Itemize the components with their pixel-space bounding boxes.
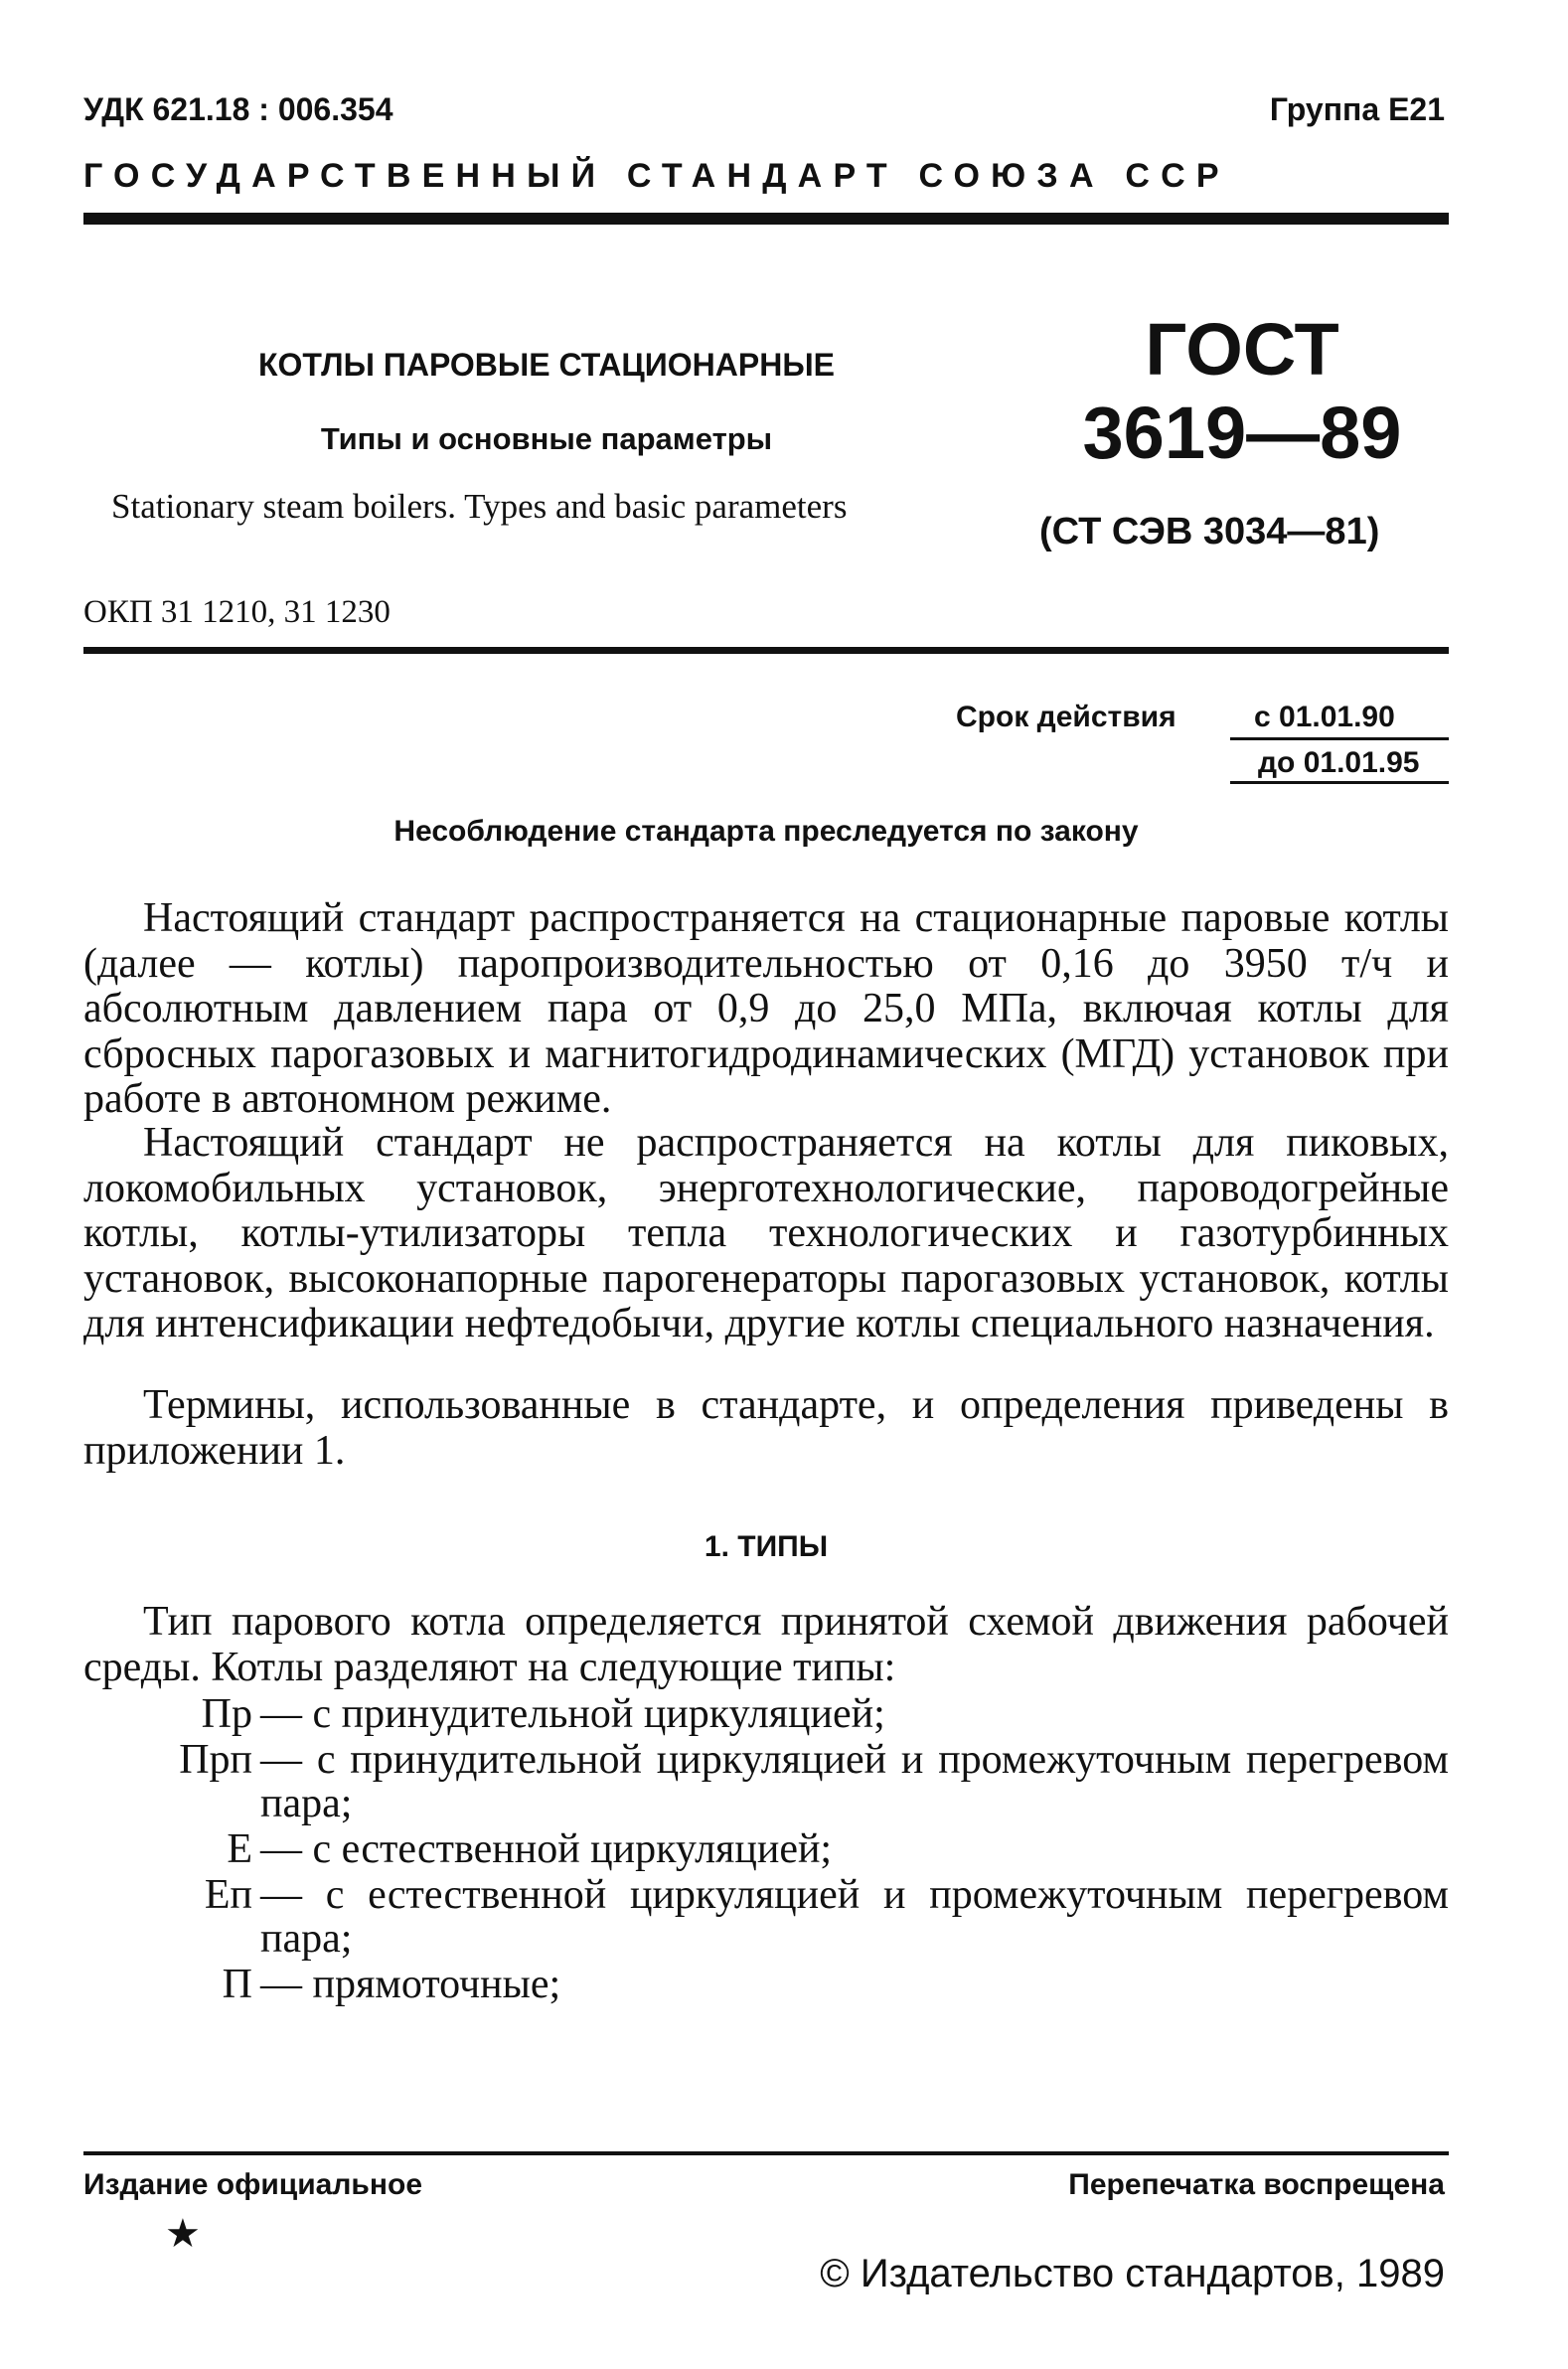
group-code: Группа Е21	[1269, 91, 1445, 127]
type-desc: — с принудительной циркуляцией и промежуточным перегревом пара;	[260, 1737, 1449, 1826]
type-desc: — с принудительной циркуляцией;	[260, 1691, 885, 1737]
validity-from: с 01.01.90	[1254, 701, 1395, 733]
st-sev-code: (СТ СЭВ 3034—81)	[1039, 511, 1380, 553]
header-rule	[83, 213, 1449, 225]
paragraph-exclusions: Настоящий стандарт не распространяется на котлы для пиковых, локомобильных установок, энерготехнологические, пароводогрейные котлы, котлы-утилизаторы тепла технологических и газотурбинных установок, высоконапорные парогенераторы парогазовых установок, котлы для интенсификации нефтедобычи, другие котлы специального назначения.	[83, 1120, 1449, 1346]
validity-rule	[1230, 737, 1449, 740]
footer-rule	[83, 2151, 1449, 2155]
reprint-notice: Перепечатка воспрещена	[1068, 2168, 1445, 2201]
type-code: Прп	[179, 1737, 252, 1783]
law-notice: Несоблюдение стандарта преследуется по закону	[393, 815, 1139, 848]
official-edition: Издание официальное	[83, 2168, 423, 2201]
validity-rule	[1230, 781, 1449, 784]
section-heading: 1. ТИПЫ	[704, 1530, 829, 1563]
star-icon: ★	[165, 2211, 201, 2256]
gost-label: ГОСТ	[1145, 308, 1339, 391]
type-code: Е	[227, 1826, 252, 1872]
validity-to: до 01.01.95	[1258, 746, 1420, 779]
validity-label: Срок действия	[956, 701, 1176, 733]
type-code: П	[222, 1962, 252, 2007]
udk-code: УДК 621.18 : 006.354	[83, 91, 393, 127]
type-code: Еп	[204, 1872, 252, 1918]
type-desc: — прямоточные;	[260, 1962, 561, 2007]
paragraph-terms: Термины, использованные в стандарте, и определения приведены в приложении 1.	[83, 1382, 1449, 1474]
title-rule	[83, 647, 1449, 654]
type-desc: — с естественной циркуляцией и промежуточным перегревом пара;	[260, 1872, 1449, 1962]
english-title: Stationary steam boilers. Types and basic parameters	[111, 487, 848, 526]
gost-block	[1033, 308, 1451, 475]
okp-code: ОКП 31 1210, 31 1230	[83, 594, 391, 630]
paragraph-scope: Настоящий стандарт распространяется на стационарные паровые котлы (далее — котлы) паропроизводительностью от 0,16 до 3950 т/ч и абсолютным давлением пара от 0,9 до 25,0 МПа, включая котлы для сбросных парогазовых и магнитогидродинамических (МГД) установок при работе в автономном режиме.	[83, 895, 1449, 1122]
copyright: © Издательство стандартов, 1989	[820, 2252, 1445, 2295]
type-code: Пр	[201, 1691, 252, 1737]
type-desc: — с естественной циркуляцией;	[260, 1826, 833, 1872]
document-title: КОТЛЫ ПАРОВЫЕ СТАЦИОНАРНЫЕ	[258, 347, 835, 383]
document-subtitle: Типы и основные параметры	[320, 421, 773, 456]
gost-number: 3619—89	[1082, 392, 1402, 474]
state-standard-header: ГОСУДАРСТВЕННЫЙ СТАНДАРТ СОЮЗА ССР	[83, 157, 1230, 195]
types-intro: Тип парового котла определяется принятой схемой движения рабочей среды. Котлы разделяют на следующие типы:	[83, 1599, 1449, 1690]
